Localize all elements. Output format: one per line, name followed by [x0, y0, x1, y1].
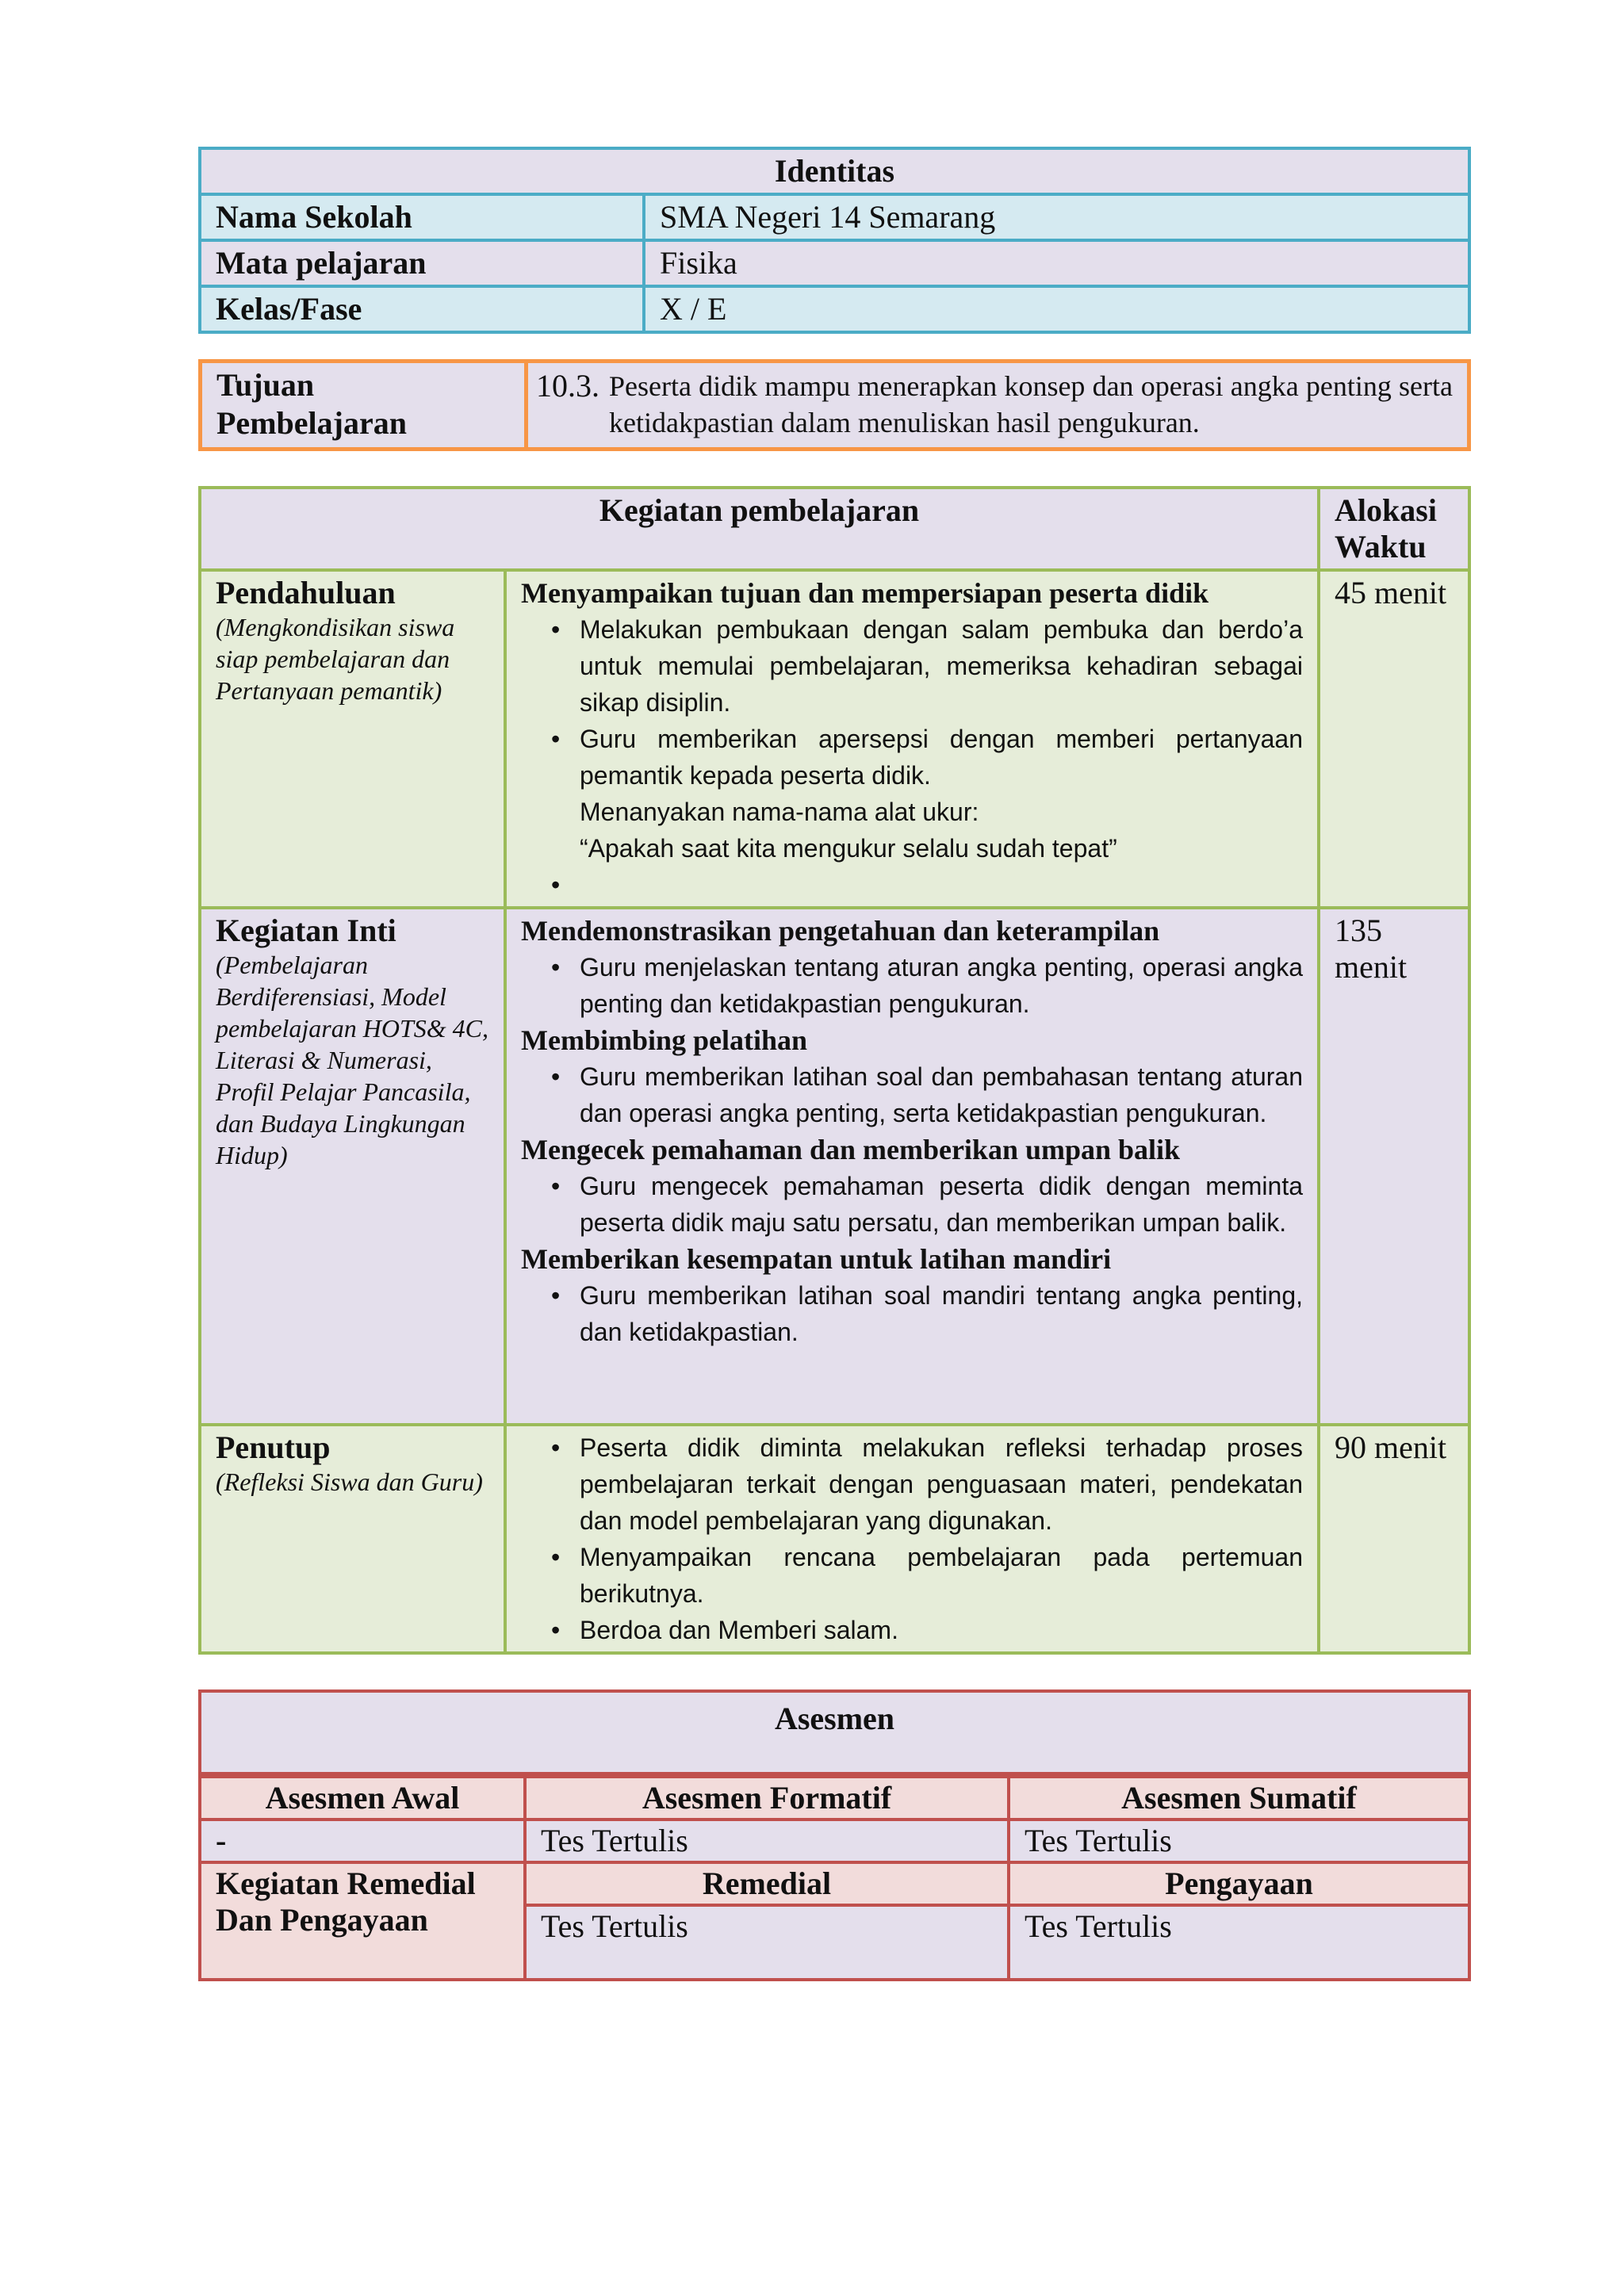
identitas-title: Identitas [200, 148, 1469, 194]
table-row [200, 908, 1469, 1425]
list-item-empty [580, 867, 1303, 903]
table-row [200, 286, 1469, 332]
list-item [580, 721, 1303, 867]
label-nama-sekolah: Nama Sekolah [200, 194, 644, 240]
penutup-title: Penutup [216, 1429, 331, 1465]
list-item: • Peserta didik diminta melakukan refleksi terhadap proses pembelajaran terkait dengan penguasaan materi, pendekatan dan model pembelajaran yang digunakan. [580, 1429, 1303, 1539]
inti-bullets-3 [521, 1168, 1303, 1241]
list-item: • Guru memberikan latihan soal mandiri tentang angka penting, dan ketidakpastian. [580, 1277, 1303, 1350]
pendahuluan-cell [200, 570, 505, 908]
value-pengayaan: Tes Tertulis [1009, 1905, 1469, 1980]
pendahuluan-activities [505, 570, 1319, 908]
col-pengayaan: Pengayaan [1009, 1862, 1469, 1905]
label-mata-pelajaran: Mata pelajaran [200, 240, 644, 286]
kegiatan-header: Kegiatan pembelajaran [200, 488, 1319, 570]
col-asesmen-awal: Asesmen Awal [200, 1775, 525, 1820]
penutup-activities [505, 1425, 1319, 1653]
list-item: • Berdoa dan Memberi salam. [580, 1612, 1303, 1648]
pendahuluan-step-1: Menyampaikan tujuan dan mempersiapan peserta didik [521, 577, 1209, 609]
pendahuluan-title: Pendahuluan [216, 575, 396, 610]
table-row [200, 194, 1469, 240]
tujuan-label: Tujuan Pembelajaran [201, 362, 527, 450]
list-item: • Menyampaikan rencana pembelajaran pada pertemuan berikutnya. [580, 1539, 1303, 1612]
table-row [200, 1862, 1469, 1905]
kegiatan-table [198, 486, 1471, 1655]
asesmen-table [198, 1689, 1471, 1981]
inti-title: Kegiatan Inti [216, 913, 396, 948]
inti-step-1: Mendemonstrasikan pengetahuan dan keterampilan [521, 915, 1160, 947]
col-asesmen-formatif: Asesmen Formatif [525, 1775, 1009, 1820]
inti-bullets-4 [521, 1277, 1303, 1350]
value-mata-pelajaran: Fisika [644, 240, 1469, 286]
asesmen-title: Asesmen [200, 1691, 1469, 1775]
label-kelas-fase: Kelas/Fase [200, 286, 644, 332]
value-nama-sekolah: SMA Negeri 14 Semarang [644, 194, 1469, 240]
table-row [200, 240, 1469, 286]
alokasi-header: Alokasi Waktu [1319, 488, 1469, 570]
table-row [200, 1425, 1469, 1653]
tujuan-objective [527, 362, 1469, 450]
table-row [200, 1820, 1469, 1862]
inti-subtitle: (Pembelajaran Berdiferensiasi, Model pembelajaran HOTS& 4C, Literasi & Numerasi, Profil Pelajar Pancasila, dan Budaya Lingkungan Hidup) [216, 951, 488, 1169]
penutup-cell [200, 1425, 505, 1653]
pendahuluan-subtitle: (Mengkondisikan siswa siap pembelajaran dan Pertanyaan pemantik) [216, 613, 455, 705]
bullet-text: Guru memberikan apersepsi dengan memberi pertanyaan pemantik kepada peserta didik. [580, 725, 1303, 790]
bullet-extra-line: “Apakah saat kita mengukur selalu sudah tepat” [580, 834, 1117, 863]
value-asesmen-formatif: Tes Tertulis [525, 1820, 1009, 1862]
inti-step-2: Membimbing pelatihan [521, 1024, 808, 1056]
value-asesmen-awal: - [200, 1820, 525, 1862]
remedial-label: Kegiatan Remedial Dan Pengayaan [200, 1862, 525, 1980]
pendahuluan-time: 45 menit [1319, 570, 1469, 908]
value-kelas-fase: X / E [644, 286, 1469, 332]
penutup-subtitle: (Refleksi Siswa dan Guru) [216, 1468, 483, 1496]
inti-step-3: Mengecek pemahaman dan memberikan umpan balik [521, 1134, 1181, 1165]
list-item: • Melakukan pembukaan dengan salam pembuka dan berdo’a untuk memulai pembelajaran, memeriksa kehadiran sebagai sikap disiplin. [580, 611, 1303, 721]
tujuan-table [198, 359, 1471, 451]
bullet-extra-line: Menanyakan nama-nama alat ukur: [580, 798, 979, 826]
col-asesmen-sumatif: Asesmen Sumatif [1009, 1775, 1469, 1820]
col-remedial: Remedial [525, 1862, 1009, 1905]
list-item: • Guru menjelaskan tentang aturan angka penting, operasi angka penting dan ketidakpastian pengukuran. [580, 949, 1303, 1022]
list-item: • Guru memberikan latihan soal dan pembahasan tentang aturan dan operasi angka penting, serta ketidakpastian pengukuran. [580, 1058, 1303, 1131]
table-row [200, 570, 1469, 908]
penutup-time: 90 menit [1319, 1425, 1469, 1653]
list-item: • Guru mengecek pemahaman peserta didik dengan meminta peserta didik maju satu persatu, dan memberikan umpan balik. [580, 1168, 1303, 1241]
value-asesmen-sumatif: Tes Tertulis [1009, 1820, 1469, 1862]
identitas-table [198, 147, 1471, 334]
inti-activities [505, 908, 1319, 1425]
penutup-bullets [521, 1429, 1303, 1648]
value-remedial: Tes Tertulis [525, 1905, 1009, 1980]
objective-text: Peserta didik mampu menerapkan konsep dan operasi angka penting serta ketidakpastian dalam menuliskan hasil pengukuran. [609, 370, 1453, 438]
inti-bullets-1 [521, 949, 1303, 1022]
inti-bullets-2 [521, 1058, 1303, 1131]
pendahuluan-bullets [521, 611, 1303, 903]
objective-number: 10.3. [536, 368, 599, 404]
inti-step-4: Memberikan kesempatan untuk latihan mandiri [521, 1243, 1112, 1275]
inti-time: 135 menit [1319, 908, 1469, 1425]
table-row [200, 1775, 1469, 1820]
inti-cell [200, 908, 505, 1425]
